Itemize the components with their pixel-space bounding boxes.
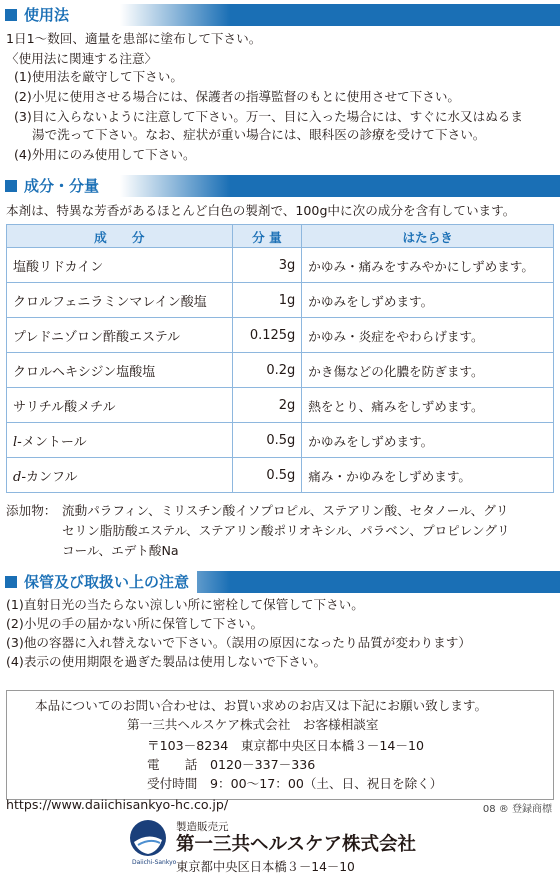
- ingredients-section-header: [0, 175, 560, 197]
- ingredient-effect: 熱をとり、痛みをしずめます。: [302, 388, 554, 423]
- ingredient-name-cell: [7, 423, 233, 458]
- usage-note-continued: 湯で洗って下さい。なお、症状が重い場合には、眼科医の診療を受けて下さい。: [32, 127, 486, 142]
- contact-box: [6, 690, 554, 800]
- usage-heading: 使用法: [24, 4, 77, 26]
- additives-line: コール、エデト酸Na: [62, 543, 179, 558]
- ingredients-intro: 本剤は、特異な芳香があるほとんど白色の製剤で、100g中に次の成分を含有しています。: [6, 203, 516, 218]
- table-row: [7, 388, 554, 423]
- contact-phone: 電 話 0120－337－336: [147, 757, 316, 772]
- additives-line: セリン脂肪酸エステル、ステアリン酸ポリオキシル、パラベン、プロピレングリ: [62, 523, 510, 538]
- brand-name: Daiichi-Sankyo: [132, 859, 177, 866]
- distributor-label: 製造販売元: [176, 821, 229, 833]
- ingredient-amount: 0.2g: [232, 353, 302, 388]
- ingredient-name-cell: [7, 458, 233, 493]
- ingredient-effect: 痛み・かゆみをしずめます。: [302, 458, 554, 493]
- daiichi-sankyo-logo-icon: [128, 818, 168, 858]
- ingredient-effect: かゆみをしずめます。: [302, 283, 554, 318]
- usage-section-header: [0, 4, 560, 26]
- company-address: 東京都中央区日本橋３－14－10: [176, 860, 355, 874]
- square-bullet-icon: [5, 9, 17, 21]
- additives-line: 流動パラフィン、ミリスチン酸イソプロピル、ステアリン酸、セタノール、グリ: [62, 503, 509, 518]
- ingredient-effect: かゆみ・炎症をやわらげます。: [302, 318, 554, 353]
- column-header-name: 成 分: [7, 225, 233, 248]
- contact-hours: 受付時間 9：00～17：00（土、日、祝日を除く）: [147, 776, 443, 791]
- website-url[interactable]: https://www.daiichisankyo-hc.co.jp/: [6, 797, 229, 812]
- ingredient-amount: 0.125g: [232, 318, 302, 353]
- storage-section-header: [0, 571, 560, 593]
- ingredient-effect: かゆみをしずめます。: [302, 423, 554, 458]
- table-row: [7, 318, 554, 353]
- contact-company-desk: 第一三共ヘルスケア株式会社 お客様相談室: [127, 717, 379, 732]
- storage-item: (4)表示の使用期限を過ぎた製品は使用しないで下さい。: [6, 654, 327, 669]
- usage-note: (4)外用にのみ使用して下さい。: [14, 147, 196, 162]
- storage-item: (3)他の容器に入れ替えないで下さい。（誤用の原因になったり品質が変わります）: [6, 635, 471, 650]
- table-row: [7, 353, 554, 388]
- usage-dose: 1日1～数回、適量を患部に塗布して下さい。: [6, 31, 262, 46]
- ingredients-heading: 成分・分量: [24, 175, 107, 197]
- square-bullet-icon: [5, 576, 17, 588]
- ingredient-effect: かゆみ・痛みをすみやかにしずめます。: [302, 248, 554, 283]
- ingredient-amount: 1g: [232, 283, 302, 318]
- ingredient-name: プレドニゾロン酢酸エステル: [7, 318, 233, 353]
- ingredient-effect: かき傷などの化膿を防ぎます。: [302, 353, 554, 388]
- contact-address: 〒103－8234 東京都中央区日本橋３－14－10: [147, 738, 425, 753]
- ingredients-table: [6, 224, 554, 493]
- square-bullet-icon: [5, 180, 17, 192]
- ingredient-name: -メントール: [17, 434, 87, 450]
- column-header-effect: はたらき: [302, 225, 554, 248]
- ingredient-amount: 0.5g: [232, 423, 302, 458]
- column-header-amount: 分 量: [232, 225, 302, 248]
- storage-item: (1)直射日光の当たらない涼しい所に密栓して保管して下さい。: [6, 597, 364, 612]
- usage-note: (3)目に入らないように注意して下さい。万一、目に入った場合には、すぐに水又はぬるま: [14, 109, 523, 124]
- company-name: 第一三共ヘルスケア株式会社: [176, 834, 416, 855]
- table-row: [7, 458, 554, 493]
- usage-note: (1)使用法を厳守して下さい。: [14, 69, 183, 84]
- ingredient-name: 塩酸リドカイン: [7, 248, 233, 283]
- storage-item: (2)小児の手の届かない所に保管して下さい。: [6, 616, 264, 631]
- usage-note: (2)小児に使用させる場合には、保護者の指導監督のもとに使用させて下さい。: [14, 89, 461, 104]
- ingredient-name: クロルフェニラミンマレイン酸塩: [7, 283, 233, 318]
- registered-trademark-note: 08 ® 登録商標: [482, 804, 552, 815]
- usage-notes-title: 〈使用法に関連する注意〉: [6, 51, 158, 66]
- ingredient-prefix: d: [13, 469, 22, 485]
- table-row: [7, 283, 554, 318]
- contact-lead: 本品についてのお問い合わせは、お買い求めのお店又は下記にお願い致します。: [35, 698, 488, 713]
- header-bar: [0, 4, 560, 26]
- table-row: [7, 248, 554, 283]
- ingredient-amount: 0.5g: [232, 458, 302, 493]
- ingredient-amount: 2g: [232, 388, 302, 423]
- storage-heading: 保管及び取扱い上の注意: [24, 571, 197, 593]
- additives-label: 添加物：: [6, 503, 57, 518]
- table-header-row: [7, 225, 554, 248]
- table-row: [7, 423, 554, 458]
- ingredient-name: サリチル酸メチル: [7, 388, 233, 423]
- ingredient-name: -カンフル: [21, 469, 78, 485]
- ingredient-amount: 3g: [232, 248, 302, 283]
- ingredient-prefix: l: [13, 434, 18, 450]
- ingredient-name: クロルヘキシジン塩酸塩: [7, 353, 233, 388]
